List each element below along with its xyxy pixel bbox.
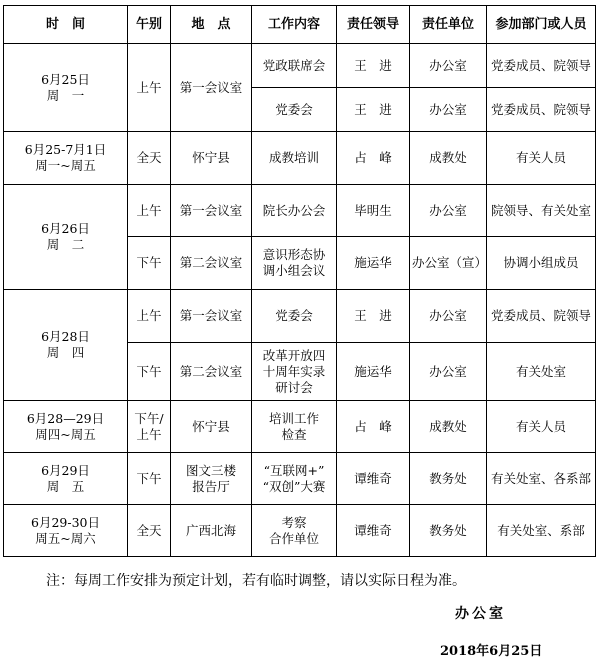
- period-line: 上午: [136, 426, 162, 442]
- leader-cell: 王 进: [337, 44, 410, 88]
- unit-cell: 成教处: [410, 401, 487, 453]
- place-cell: 第二会议室: [171, 237, 252, 290]
- table-row: [4, 185, 596, 237]
- attendees-cell: 有关处室、系部: [487, 505, 596, 557]
- leader-cell: 施运华: [337, 237, 410, 290]
- footnote: 注：每周工作安排为预定计划，若有临时调整，请以实际日程为准。: [46, 573, 466, 589]
- period-cell: 下午: [128, 237, 171, 290]
- unit-cell: 办公室: [410, 88, 487, 132]
- header-row: [4, 6, 596, 44]
- content-cell: 党委会: [252, 290, 337, 343]
- content-cell: 党委会: [252, 88, 337, 132]
- table-row: [4, 505, 596, 557]
- date-text: 6月25-7月1日: [24, 142, 107, 157]
- place-cell: [171, 453, 252, 505]
- date-cell: [4, 44, 128, 132]
- unit-cell: 教务处: [410, 505, 487, 557]
- date-text: 6月26日: [41, 221, 90, 236]
- weekday-text: 周 一: [46, 87, 85, 103]
- date-cell: [4, 453, 128, 505]
- table-row: [4, 401, 596, 453]
- weekday-text: 周 四: [46, 345, 85, 360]
- attendees-cell: 有关处室、各系部: [487, 453, 596, 505]
- unit-cell: 成教处: [410, 132, 487, 185]
- leader-cell: 谭维奇: [337, 453, 410, 505]
- header-leader: 责任领导: [337, 6, 410, 44]
- content-line: “互联网+”: [263, 462, 325, 478]
- period-cell: 上午: [128, 44, 171, 132]
- period-line: 下午/: [134, 410, 164, 426]
- content-line: 考察: [281, 514, 307, 530]
- content-cell: 院长办公会: [252, 185, 337, 237]
- leader-cell: 施运华: [337, 343, 410, 401]
- header-place: 地 点: [171, 6, 252, 44]
- content-line: 调小组会议: [262, 263, 326, 278]
- attendees-cell: 党委成员、院领导: [487, 290, 596, 343]
- period-cell: 上午: [128, 290, 171, 343]
- content-line: 改革开放四: [262, 347, 326, 363]
- attendees-cell: 有关人员: [487, 401, 596, 453]
- period-cell: 全天: [128, 132, 171, 185]
- content-cell: [252, 401, 337, 453]
- content-line: “双创”大赛: [262, 478, 326, 494]
- weekday-text: 周 二: [46, 237, 85, 252]
- date-cell: [4, 505, 128, 557]
- unit-cell: 办公室: [410, 44, 487, 88]
- leader-cell: 占 峰: [337, 401, 410, 453]
- weekday-text: 周一~周五: [35, 158, 96, 173]
- content-line: 培训工作: [268, 410, 319, 426]
- unit-cell: 教务处: [410, 453, 487, 505]
- date-cell: [4, 290, 128, 401]
- place-cell: 怀宁县: [171, 132, 252, 185]
- table-row: [4, 290, 596, 343]
- period-cell: 上午: [128, 185, 171, 237]
- content-cell: [252, 237, 337, 290]
- header-unit: 责任单位: [410, 6, 487, 44]
- unit-cell: 办公室: [410, 290, 487, 343]
- issuer-signature: 办公室: [455, 606, 506, 622]
- unit-cell: 办公室（宣）: [410, 237, 487, 290]
- date-cell: [4, 185, 128, 290]
- content-cell: 党政联席会: [252, 44, 337, 88]
- leader-cell: 王 进: [337, 290, 410, 343]
- table-row: [4, 44, 596, 88]
- table-row: [4, 132, 596, 185]
- weekday-text: 周 五: [46, 478, 85, 494]
- unit-cell: 办公室: [410, 185, 487, 237]
- place-line: 图文三楼: [185, 462, 236, 478]
- period-cell: [128, 401, 171, 453]
- content-line: 合作单位: [268, 530, 319, 546]
- attendees-cell: 党委成员、院领导: [487, 44, 596, 88]
- content-cell: 成教培训: [252, 132, 337, 185]
- content-line: 检查: [281, 426, 307, 442]
- content-line: 研讨会: [275, 379, 313, 395]
- place-cell: 第一会议室: [171, 44, 252, 132]
- content-cell: [252, 343, 337, 401]
- content-line: 十周年实录: [262, 363, 326, 379]
- period-cell: 下午: [128, 453, 171, 505]
- header-period: 午别: [128, 6, 171, 44]
- header-content: 工作内容: [252, 6, 337, 44]
- date-text: 6月29-30日: [31, 514, 100, 530]
- date-cell: [4, 132, 128, 185]
- date-text: 6月28日: [41, 329, 90, 344]
- place-line: 报告厅: [192, 478, 230, 494]
- attendees-cell: 有关处室: [487, 343, 596, 401]
- leader-cell: 谭维奇: [337, 505, 410, 557]
- header-attendees: 参加部门或人员: [487, 6, 596, 44]
- date-text: 6月28—29日: [26, 410, 105, 426]
- unit-cell: 办公室: [410, 343, 487, 401]
- period-cell: 全天: [128, 505, 171, 557]
- attendees-cell: 党委成员、院领导: [487, 88, 596, 132]
- date-cell: [4, 401, 128, 453]
- schedule-table: [3, 5, 596, 557]
- weekday-text: 周四~周五: [35, 426, 96, 442]
- table-row: [4, 453, 596, 505]
- attendees-cell: 院领导、有关处室: [487, 185, 596, 237]
- leader-cell: 毕明生: [337, 185, 410, 237]
- place-cell: 第二会议室: [171, 343, 252, 401]
- period-cell: 下午: [128, 343, 171, 401]
- attendees-cell: 有关人员: [487, 132, 596, 185]
- leader-cell: 王 进: [337, 88, 410, 132]
- place-cell: 广西北海: [171, 505, 252, 557]
- attendees-cell: 协调小组成员: [487, 237, 596, 290]
- place-cell: 第一会议室: [171, 290, 252, 343]
- place-cell: 第一会议室: [171, 185, 252, 237]
- leader-cell: 占 峰: [337, 132, 410, 185]
- date-text: 6月25日: [41, 71, 90, 87]
- date-text: 6月29日: [41, 462, 90, 478]
- place-cell: 怀宁县: [171, 401, 252, 453]
- content-cell: [252, 505, 337, 557]
- content-cell: [252, 453, 337, 505]
- header-time: 时 间: [4, 6, 128, 44]
- weekday-text: 周五~周六: [35, 530, 96, 546]
- issue-date: 2018年6月25日: [440, 644, 543, 659]
- content-line: 意识形态协: [262, 247, 326, 262]
